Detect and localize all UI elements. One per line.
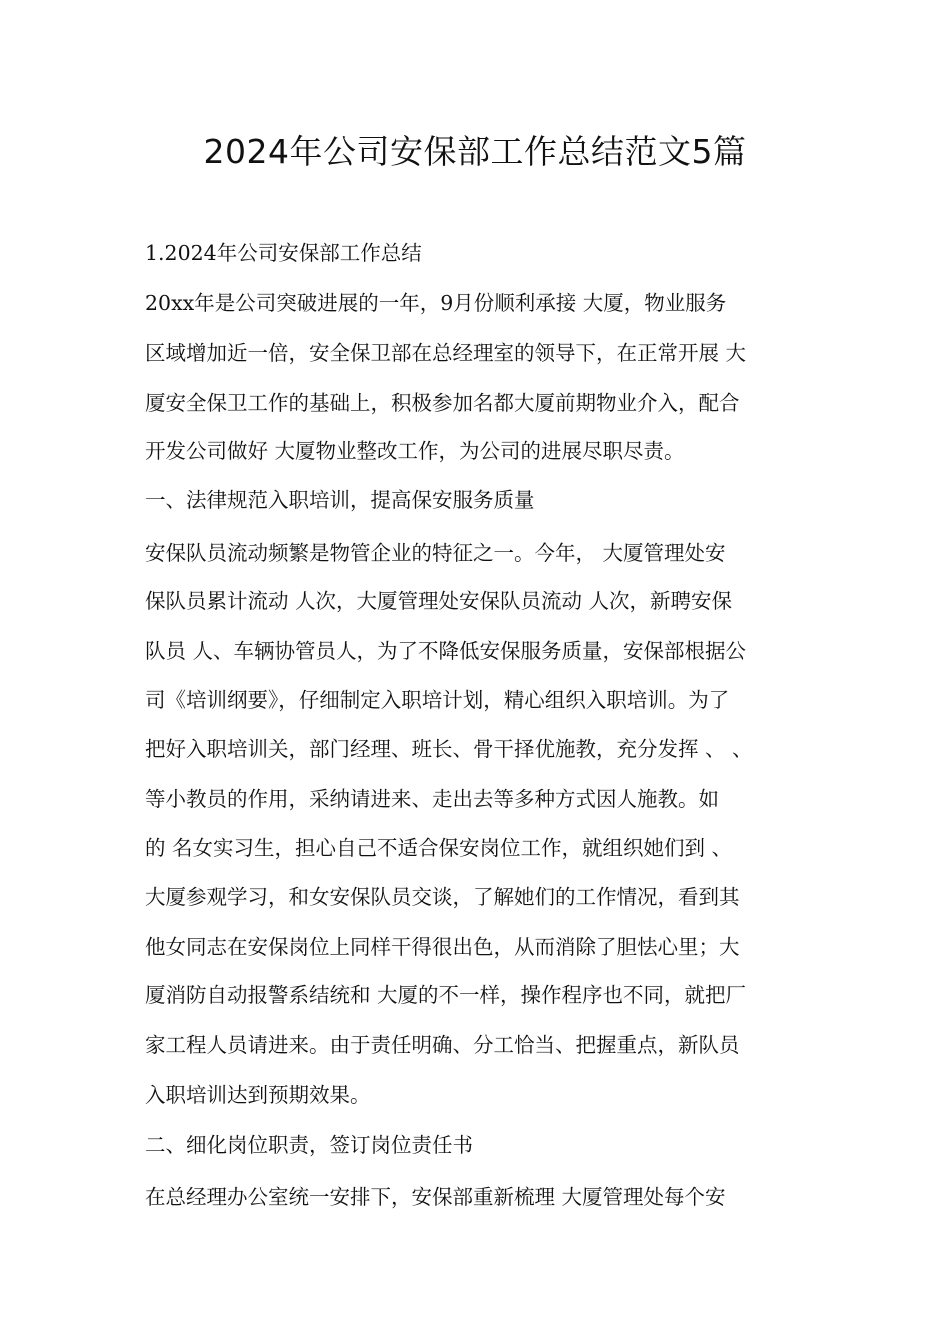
paragraph-line: 家工程人员请进来。由于责任明确、分工恰当、把握重点，新队员 (145, 1033, 740, 1057)
paragraph-line: 开发公司做好 大厦物业整改工作，为公司的进展尽职尽责。 (145, 439, 685, 463)
paragraph-line: 司《培训纲要》，仔细制定入职培计划，精心组织入职培训。为了 (145, 688, 730, 712)
paragraph-line: 在总经理办公室统一安排下，安保部重新梳理 大厦管理处每个安 (145, 1185, 726, 1209)
paragraph-line: 厦安全保卫工作的基础上，积极参加名都大厦前期物业介入，配合 (145, 391, 740, 415)
paragraph-line: 的 名女实习生，担心自己不适合保安岗位工作，就组织她们到 、 (145, 836, 733, 860)
paragraph-line: 他女同志在安保岗位上同样干得很出色，从而消除了胆怯心里；大 (145, 935, 740, 959)
paragraph-line: 保队员累计流动 人次，大厦管理处安保队员流动 人次，新聘安保 (145, 589, 733, 613)
paragraph-line: 队员 人、车辆协管员人，为了不降低安保服务质量，安保部根据公 (145, 639, 747, 663)
paragraph-line: 厦消防自动报警系结统和 大厦的不一样，操作程序也不同，就把厂 (145, 983, 747, 1007)
paragraph-line: 20xx年是公司突破进展的一年，9月份顺利承接 大厦，物业服务 (145, 291, 727, 315)
paragraph-line: 大厦参观学习，和女安保队员交谈，了解她们的工作情况，看到其 (145, 885, 740, 909)
section-heading: 一、法律规范入职培训，提高保安服务质量 (145, 488, 535, 512)
paragraph-line: 把好入职培训关，部门经理、班长、骨干择优施教，充分发挥 、 、 (145, 737, 753, 761)
paragraph-line: 入职培训达到预期效果。 (145, 1083, 371, 1107)
document-title: 2024年公司安保部工作总结范文5篇 (203, 132, 747, 171)
paragraph-line: 区域增加近一倍，安全保卫部在总经理室的领导下，在正常开展 大 (145, 341, 747, 365)
paragraph-line: 等小教员的作用，采纳请进来、走出去等多种方式因人施教。如 (145, 787, 719, 811)
section-heading: 二、细化岗位职责，签订岗位责任书 (145, 1133, 473, 1157)
paragraph-line: 安保队员流动频繁是物管企业的特征之一。今年， 大厦管理处安 (145, 541, 726, 565)
section-heading: 1.2024年公司安保部工作总结 (145, 241, 422, 265)
